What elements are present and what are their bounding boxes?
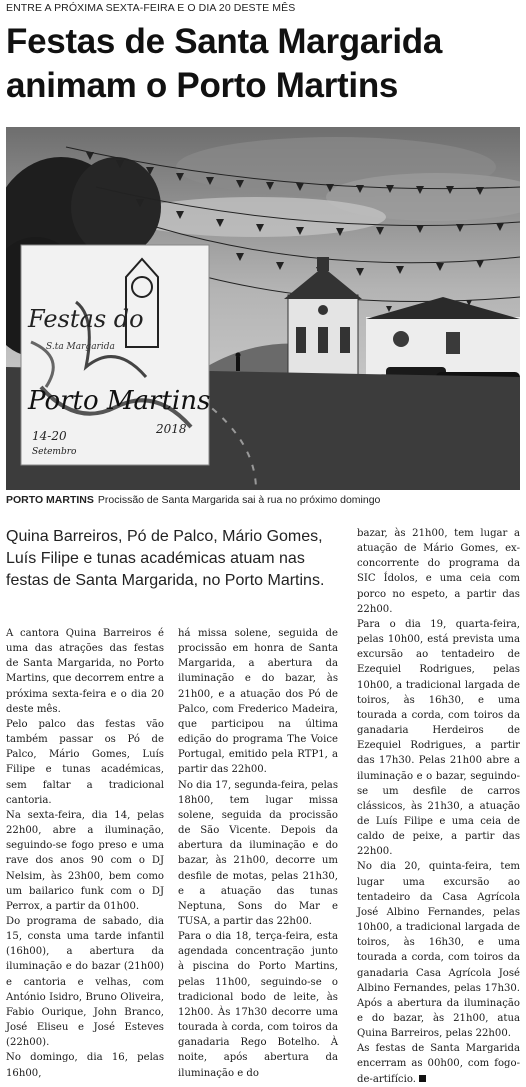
paragraph: bazar, às 21h00, tem lugar a atuação de Mário Gomes, ex-concorrente do programa da SIC Ídolos, e uma ceia com porco no espeto, a partir das 22h00. [357,528,520,615]
paragraph-final [357,1041,520,1086]
photo-caption [6,494,520,506]
poster-subtitle: S.ta Margarida [46,342,115,352]
paragraph: Do programa de sabado, dia 15, consta uma tarde infantil (16h00), a abertura da iluminação e do bazar (21h00) e cantoria e velhas, com António Isidro, Bruno Oliveira, Fabio Ourique, John Branco, José Eliseu e José Esteves (22h00). [6,915,164,1049]
poster-dates: 14-20 [32,429,67,443]
caption-label: PORTO MARTINS [6,494,94,506]
article-kicker: ENTRE A PRÓXIMA SEXTA-FEIRA E O DIA 20 DESTE MÊS [6,2,296,14]
paragraph: No dia 20, quinta-feira, tem lugar uma excursão ao tentadeiro da Casa Agrícola José Albino Fernandes, pelas 10h00, a tradicional largada de toiros, às 16h30, e uma tourada a corda, com toiros da ganadaria Casa Agrícola José Albino Fernandes, pelas 17h30. Após a abertura da iluminação e do bazar, às 21h00, atua Quina Barreiros, pelas 22h00. [357,861,520,1040]
poster-year: 2018 [156,422,187,436]
end-of-article-mark [419,1075,426,1082]
paragraph: Na sexta-feira, dia 14, pelas 22h00, abre a iluminação, seguindo-se fogo preso e uma rave dos anos 90 com o DJ Nelsim, às 23h00, bem como um bailarico funk com o DJ Perrox, a partir da 01h00. [6,809,164,912]
poster-title-bottom: Porto Martins [28,386,211,416]
headline-line-2: animam o Porto Martins [6,66,399,105]
article-column-3 [357,526,520,1087]
poster-title-top: Festas do [28,305,144,333]
paragraph: A cantora Quina Barreiros é uma das atrações das festas de Santa Margarida, no Porto Martins, que decorrem entre a próxima sexta-feira e o dia 20 deste mês. [6,628,164,715]
headline-line-1: Festas de Santa Margarida [6,22,442,61]
paragraph: há missa solene, seguida de procissão em honra de Santa Margarida, a abertura da iluminação e do bazar, às 21h00, e a atuação dos Pó de Palco, com Frederico Madeira, que participou na última edição do programa The Voice Portugal, emitido pela RTP1, a partir das 22h00. [178,628,338,776]
article-photo [6,127,520,490]
article-column-1 [6,626,164,1081]
caption-text: Procissão de Santa Margarida sai à rua no próximo domingo [97,494,381,506]
paragraph: Para o dia 18, terça-feira, esta agendada concentração junto à piscina do Porto Martins, pelas 11h00, seguindo-se o tradicional bodo de leite, às 12h00. Às 17h30 decorre uma tourada à corda, com toiros da ganadaria Rego Botelho. À noite, após abertura da iluminação e do [178,931,338,1079]
article-column-2 [178,626,338,1081]
festival-poster [21,245,210,465]
poster-month: Setembro [32,447,77,457]
paragraph: No domingo, dia 16, pelas 16h00, [6,1052,164,1079]
paragraph: Pelo palco das festas vão também passar os Pó de Palco, Mário Gomes, Luís Filipe e tunas académicas, sem faltar a tradicional cantoria. [6,718,164,806]
paragraph: Para o dia 19, quarta-feira, pelas 10h00, está prevista uma excursão ao tentadeiro de Ezequiel Rodrigues, pelas 10h00, a tradicional largada de toiros, às 16h30, e uma tourada a corda, com toiros da ganadaria Herdeiros de Ezequiel Rodrigues, a partir das 17h30. Pelas 21h00 abre a iluminação e o bazar, seguindo-se um desfile de carros clássicos, às 21h30, a atuação de Luís Filipe e uma ceia de caldo de peixe, a partir das 22h00. [357,618,520,858]
article-headline [6,20,520,108]
article-lead: Quina Barreiros, Pó de Palco, Mário Gomes, Luís Filipe e tunas académicas atuam nas festas de Santa Margarida, no Porto Martins. [6,528,325,589]
closing-sentence: As festas de Santa Margarida encerram as 00h00, com fogo-de-artifício. [357,1043,520,1085]
paragraph: No dia 17, segunda-feira, pelas 18h00, tem lugar missa solene, seguida da procissão de São Vicente. Depois da abertura da iluminação e do bazar, às 21h00, decorre um desfile de motas, pelas 21h30, e a atuação das tunas Neptuna, Sons do Mar e TUSA, a partir das 22h00. [178,779,338,927]
